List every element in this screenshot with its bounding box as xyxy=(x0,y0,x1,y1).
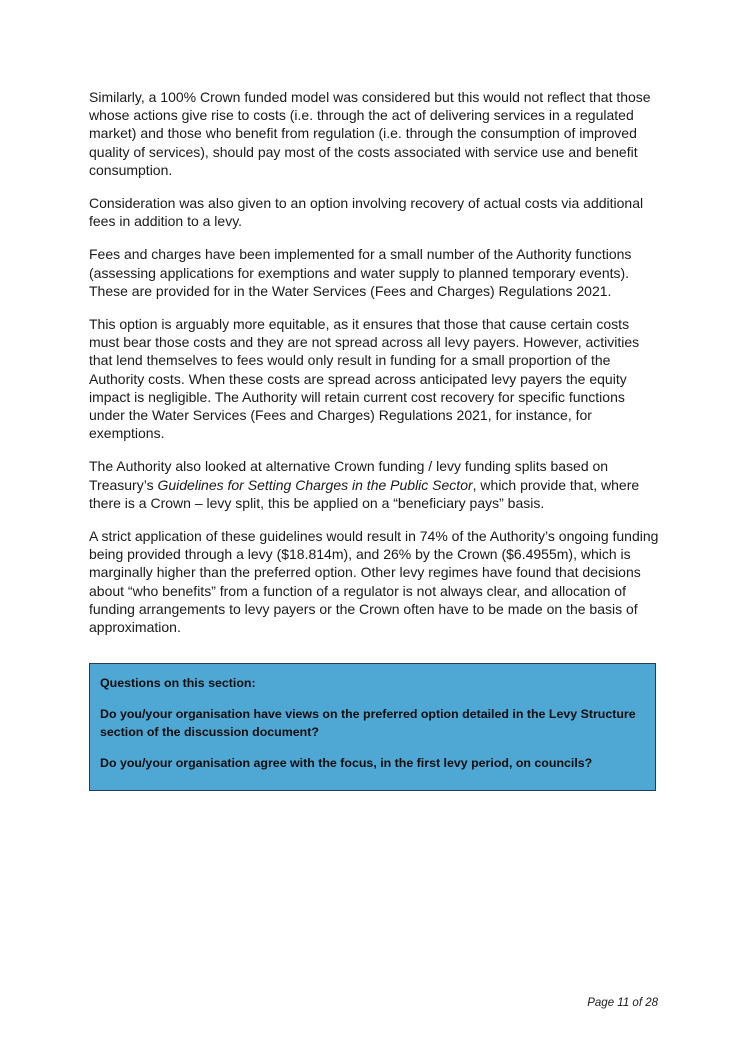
paragraph-treasury-guidelines xyxy=(89,457,661,512)
page-number: Page 11 of 28 xyxy=(587,997,658,1009)
paragraph-cost-recovery-option: Consideration was also given to an option involving recovery of actual costs via additional fees in addition to a levy. xyxy=(89,195,644,230)
question-levy-structure: Do you/your organisation have views on the preferred option detailed in the Levy Structure section of the discussion document? xyxy=(100,707,636,739)
paragraph-fees-and-charges: Fees and charges have been implemented for a small number of the Authority functions (assessing applications for exemptions and water supply to planned temporary events). These are provided for in the Water Services (Fees and Charges) Regulations 2021. xyxy=(89,246,632,299)
paragraph-equity: This option is arguably more equitable, as it ensures that those that cause certain costs must bear those costs and they are not spread across all levy payers. However, activities that lend themselves to fees would only result in funding for a small proportion of the Authority costs. When these costs are spread across anticipated levy payers the equity impact is negligible. The Authority will retain current cost recovery for specific functions under the Water Services (Fees and Charges) Regulations 2021, for instance, for exemptions. xyxy=(89,316,640,442)
treasury-guidelines-title: Guidelines for Setting Charges in the Public Sector xyxy=(157,476,473,493)
questions-heading: Questions on this section: xyxy=(100,676,256,690)
body-text xyxy=(89,88,661,651)
treasury-text-after: , which provide that, where there is a Crown – levy split, this be applied on a “beneficiary pays” basis. xyxy=(89,476,640,511)
questions-box xyxy=(89,663,656,791)
treasury-text-before: The Authority also looked at alternative Crown funding / levy funding splits based on Treasury’s xyxy=(89,458,609,493)
paragraph-strict-application: A strict application of these guidelines would result in 74% of the Authority’s ongoing funding being provided through a levy ($18.814m), and 26% by the Crown ($6.4955m), which is marginally higher than the preferred option. Other levy regimes have found that decisions about “who benefits” from a function of a regulator is not always clear, and allocation of funding arrangements to levy payers or the Crown often have to be made on the basis of approximation. xyxy=(89,528,659,636)
paragraph-crown-funded-model: Similarly, a 100% Crown funded model was considered but this would not reflect that those whose actions give rise to costs (i.e. through the act of delivering services in a regulated market) and those who benefit from regulation (i.e. through the consumption of improved quality of services), should pay most of the costs associated with service use and benefit consumption. xyxy=(89,89,651,178)
question-councils-focus: Do you/your organisation agree with the focus, in the first levy period, on councils? xyxy=(100,756,593,770)
